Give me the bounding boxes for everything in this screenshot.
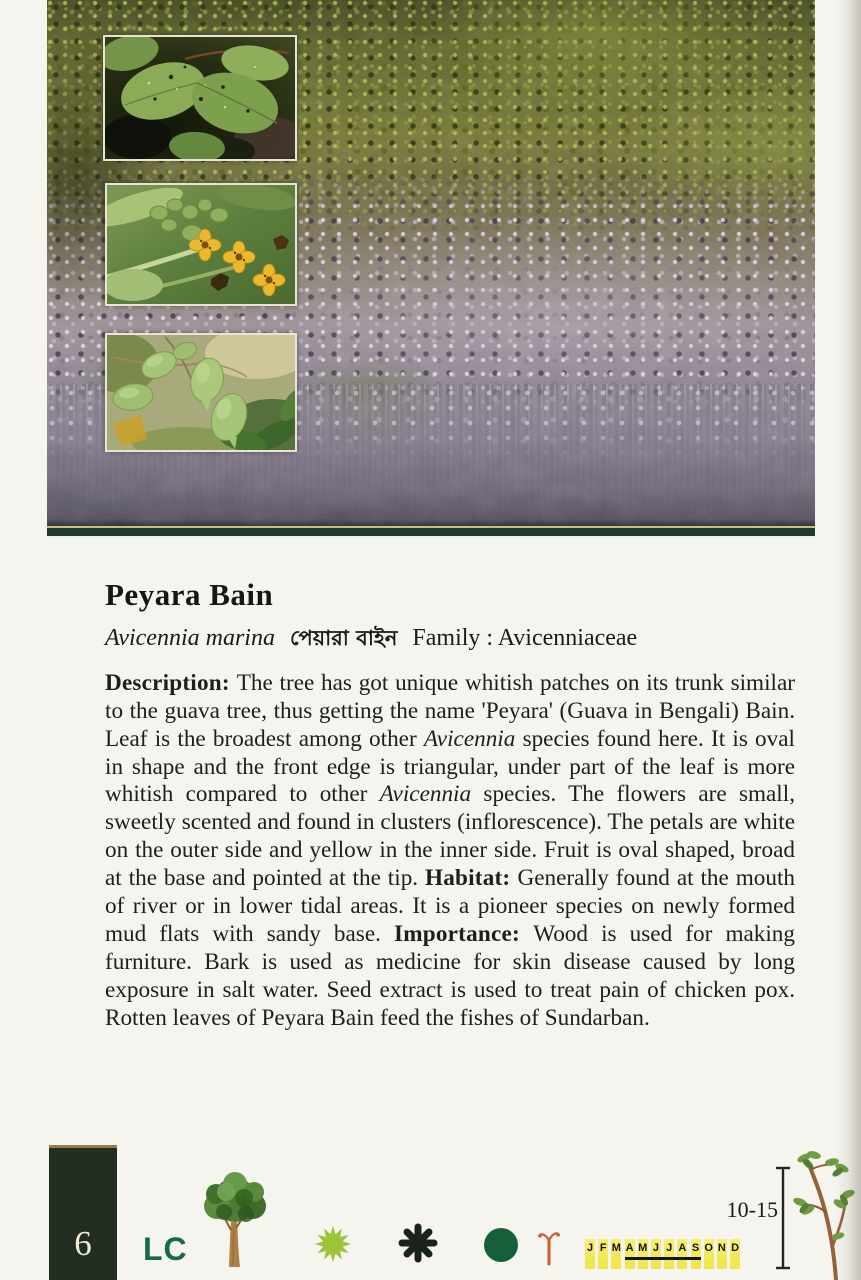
flower-burst-icon bbox=[314, 1225, 352, 1263]
habitat-photo bbox=[47, 0, 815, 526]
description-segment: Description: bbox=[105, 669, 237, 696]
description-segment: Avicennia bbox=[379, 781, 472, 808]
species-bengali-name: পেয়ারা বাইন bbox=[289, 625, 398, 650]
tree-icon bbox=[202, 1170, 268, 1268]
month-letter-3: M bbox=[611, 1239, 621, 1269]
page-number: 6 bbox=[74, 1224, 92, 1263]
flowers-illustration bbox=[107, 185, 295, 304]
description-segment: Habitat: bbox=[425, 865, 518, 892]
flower-photo-inset bbox=[105, 183, 297, 306]
species-line bbox=[105, 622, 795, 657]
description-paragraph bbox=[105, 670, 795, 1033]
month-letter-2: F bbox=[598, 1239, 608, 1269]
month-letter-1: J bbox=[585, 1239, 595, 1269]
month-letter-5: M bbox=[638, 1239, 648, 1269]
description-segment: species. The flowers are small, sweetly scented and found in clusters (inflorescence). The petals are white on the outer side and yellow in the inner side. Fruit is oval shaped, broad at the base and pointed at the tip. bbox=[105, 781, 795, 892]
page-title: Peyara Bain bbox=[105, 577, 274, 612]
fruits-illustration bbox=[107, 335, 295, 450]
page-edge-shadow bbox=[835, 0, 861, 1280]
leaf-photo-inset bbox=[103, 35, 297, 161]
month-letter-6: J bbox=[651, 1239, 661, 1269]
description-segment: The tree has got unique whitish patches on its trunk similar to the guava tree, thus getting the name 'Peyara' (Guava in Bengali) Bain. Leaf is the broadest among other bbox=[105, 669, 795, 752]
description-segment: Avicennia bbox=[423, 725, 516, 752]
month-letter-11: N bbox=[717, 1239, 727, 1269]
month-letter-12: D bbox=[730, 1239, 740, 1269]
description-segment: Importance: bbox=[394, 921, 534, 948]
height-range-label: 10-15 bbox=[726, 1197, 778, 1222]
description-segment: Wood is used for making furniture. Bark is used as medicine for skin disease caused by long exposure in salt water. Seed extract is used to treat pain of chicken pox. Rotten leaves of Peyara Bain feed the fishes of Sundarban. bbox=[105, 921, 795, 1032]
species-account bbox=[105, 577, 795, 1033]
description-segment: species found here. It is oval in shape and the front edge is triangular, under part of the leaf is more whitish compared to other bbox=[105, 725, 795, 808]
leaves-illustration bbox=[105, 37, 295, 159]
month-letter-8: A bbox=[677, 1239, 687, 1269]
description-segment: Generally found at the mouth of river or in lower tidal areas. It is a pioneer species on newly formed mud flats with sandy base. bbox=[105, 865, 795, 948]
fruit-asterisk-icon bbox=[398, 1223, 438, 1263]
month-letter-7: J bbox=[664, 1239, 674, 1269]
photo-divider-bar bbox=[47, 526, 815, 538]
month-letter-4: A bbox=[625, 1239, 635, 1269]
flowering-period-underline bbox=[625, 1257, 701, 1260]
family-name: Family : Avicenniaceae bbox=[412, 624, 638, 651]
flowering-calendar bbox=[585, 1238, 745, 1268]
month-letter-10: O bbox=[704, 1239, 714, 1269]
conservation-status-badge: LC bbox=[143, 1231, 188, 1267]
seedling-icon bbox=[538, 1226, 560, 1266]
species-latin-name: Avicennia marina bbox=[105, 624, 275, 651]
month-letter-9: S bbox=[691, 1239, 701, 1269]
fruit-photo-inset bbox=[105, 333, 297, 452]
page-number-tab bbox=[49, 1145, 117, 1280]
seed-circle-icon bbox=[484, 1228, 518, 1262]
